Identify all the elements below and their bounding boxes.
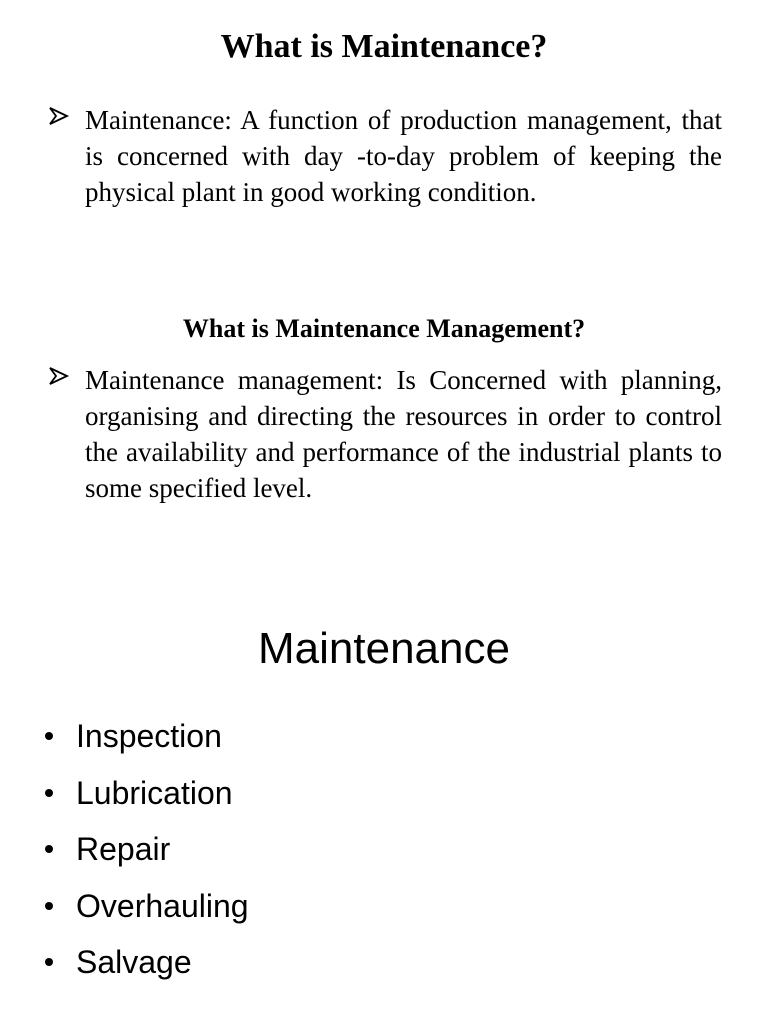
maintenance-list: [42, 710, 249, 993]
list-item-label: Salvage: [76, 944, 192, 980]
definition-maintenance: [48, 102, 722, 210]
list-item: [42, 880, 249, 937]
definition-maintenance-management-text: Maintenance management: Is Concerned with planning, organising and directing the resources in order to control the availability and performance of the industrial plants to some specified level.: [85, 365, 722, 503]
arrowhead-bullet-icon: [48, 105, 70, 127]
round-bullet-icon: [45, 845, 53, 853]
list-item-label: Overhauling: [76, 887, 249, 924]
section-title-management: What is Maintenance Management?: [182, 314, 586, 343]
round-bullet-icon: [45, 902, 53, 910]
list-item: [42, 767, 249, 824]
round-bullet-icon: [45, 732, 53, 740]
list-item-label: Repair: [76, 831, 171, 867]
list-item-label: Inspection: [76, 718, 222, 754]
page-title: What is Maintenance?: [220, 28, 548, 65]
list-item: [42, 823, 249, 880]
definition-maintenance-text: Maintenance: A function of production management, that is concerned with day -to-day problem of keeping the physical plant in good working condition.: [85, 105, 722, 207]
arrowhead-bullet-icon: [48, 365, 70, 387]
list-item-label: Lubrication: [76, 774, 233, 811]
definition-maintenance-management: [48, 362, 722, 506]
list-item: [42, 710, 249, 767]
slide-title-maintenance: Maintenance: [258, 624, 510, 673]
round-bullet-icon: [45, 958, 53, 966]
list-item: [42, 936, 249, 993]
round-bullet-icon: [45, 789, 53, 797]
